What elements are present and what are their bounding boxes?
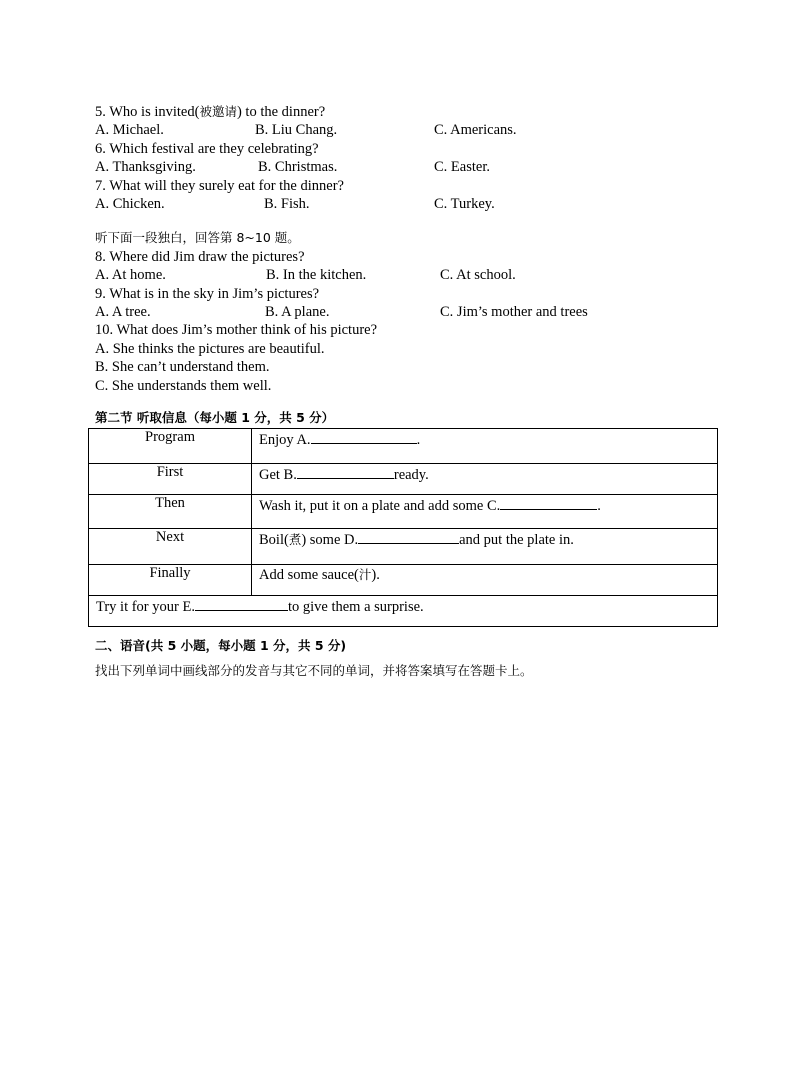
blank-c[interactable]	[500, 495, 597, 510]
q6-option-c: C. Easter.	[434, 159, 490, 175]
q9-option-a: A. A tree.	[95, 304, 151, 320]
q10-option-b: B. She can’t understand them.	[95, 359, 270, 375]
q8-option-a: A. At home.	[95, 267, 166, 283]
row-content	[252, 529, 718, 565]
q7-option-c: C. Turkey.	[434, 196, 495, 212]
row-text: .	[416, 432, 421, 448]
q8-option-c: C. At school.	[440, 267, 516, 283]
q7-option-a: A. Chicken.	[95, 196, 165, 212]
row-content	[252, 464, 718, 495]
row-text: ).	[371, 567, 380, 583]
table-row	[89, 565, 718, 596]
q7-option-b: B. Fish.	[264, 196, 310, 212]
q9-option-c: C. Jim’s mother and trees	[440, 304, 588, 320]
table-footer-row	[89, 596, 718, 627]
row-content	[252, 565, 718, 596]
q5-option-c: C. Americans.	[434, 122, 517, 138]
row-content	[252, 495, 718, 529]
q9-option-b: B. A plane.	[265, 304, 330, 320]
row-text: and put the plate in.	[459, 532, 574, 548]
q6-option-b: B. Christmas.	[258, 159, 338, 175]
row-text: Add some sauce(	[259, 567, 359, 583]
q10-option-c: C. She understands them well.	[95, 378, 272, 394]
question-5-stem	[95, 103, 325, 121]
question-9-stem: 9. What is in the sky in Jim’s pictures?	[95, 286, 320, 302]
blank-b[interactable]	[297, 464, 394, 479]
q5-stem-part: 5. Who is invited(	[95, 104, 200, 120]
table-row	[89, 495, 718, 529]
row-label: Finally	[89, 565, 252, 596]
row-text: Get B.	[259, 467, 297, 483]
section-2-title: 第二节 听取信息（每小题 1 分，共 5 分）	[95, 410, 335, 425]
q6-option-a: A. Thanksgiving.	[95, 159, 196, 175]
row-text: Enjoy A.	[259, 432, 311, 448]
blank-a[interactable]	[311, 429, 417, 444]
row-text-chinese: 煮	[288, 532, 302, 547]
q5-stem-chinese: 被邀请	[199, 104, 237, 119]
row-content	[252, 429, 718, 464]
row-label: Next	[89, 529, 252, 565]
row-text: ready.	[393, 467, 429, 483]
blank-e[interactable]	[195, 596, 288, 611]
question-7-stem: 7. What will they surely eat for the dinner?	[95, 178, 344, 194]
row-label: Then	[89, 495, 252, 529]
part-2-instruction: 找出下列单词中画线部分的发音与其它不同的单词，并将答案填写在答题卡上。	[95, 663, 533, 678]
row-text: .	[597, 498, 601, 514]
table-row	[89, 429, 718, 464]
row-label: Program	[89, 429, 252, 464]
row-label: First	[89, 464, 252, 495]
q5-option-a: A. Michael.	[95, 122, 164, 138]
listening-info-table	[88, 428, 718, 627]
row-content	[89, 596, 718, 627]
table-row	[89, 529, 718, 565]
q10-option-a: A. She thinks the pictures are beautiful.	[95, 341, 325, 357]
row-text: Boil(	[259, 532, 289, 548]
row-text: to give them a surprise.	[287, 599, 424, 615]
monologue-intro: 听下面一段独白，回答第 8~10 题。	[95, 230, 300, 245]
q8-option-b: B. In the kitchen.	[266, 267, 367, 283]
question-6-stem: 6. Which festival are they celebrating?	[95, 141, 319, 157]
table-row	[89, 464, 718, 495]
q5-stem-part: ) to the dinner?	[236, 104, 326, 120]
q5-option-b: B. Liu Chang.	[255, 122, 338, 138]
row-text: ) some D.	[301, 532, 359, 548]
row-text: Try it for your E.	[96, 599, 195, 615]
part-2-title: 二、语音(共 5 小题，每小题 1 分，共 5 分)	[95, 638, 347, 653]
row-text: Wash it, put it on a plate and add some C.	[259, 498, 501, 514]
row-text-chinese: 汁	[358, 567, 372, 582]
blank-d[interactable]	[358, 529, 459, 544]
question-10-stem: 10. What does Jim’s mother think of his picture?	[95, 322, 378, 338]
question-8-stem: 8. Where did Jim draw the pictures?	[95, 249, 305, 265]
